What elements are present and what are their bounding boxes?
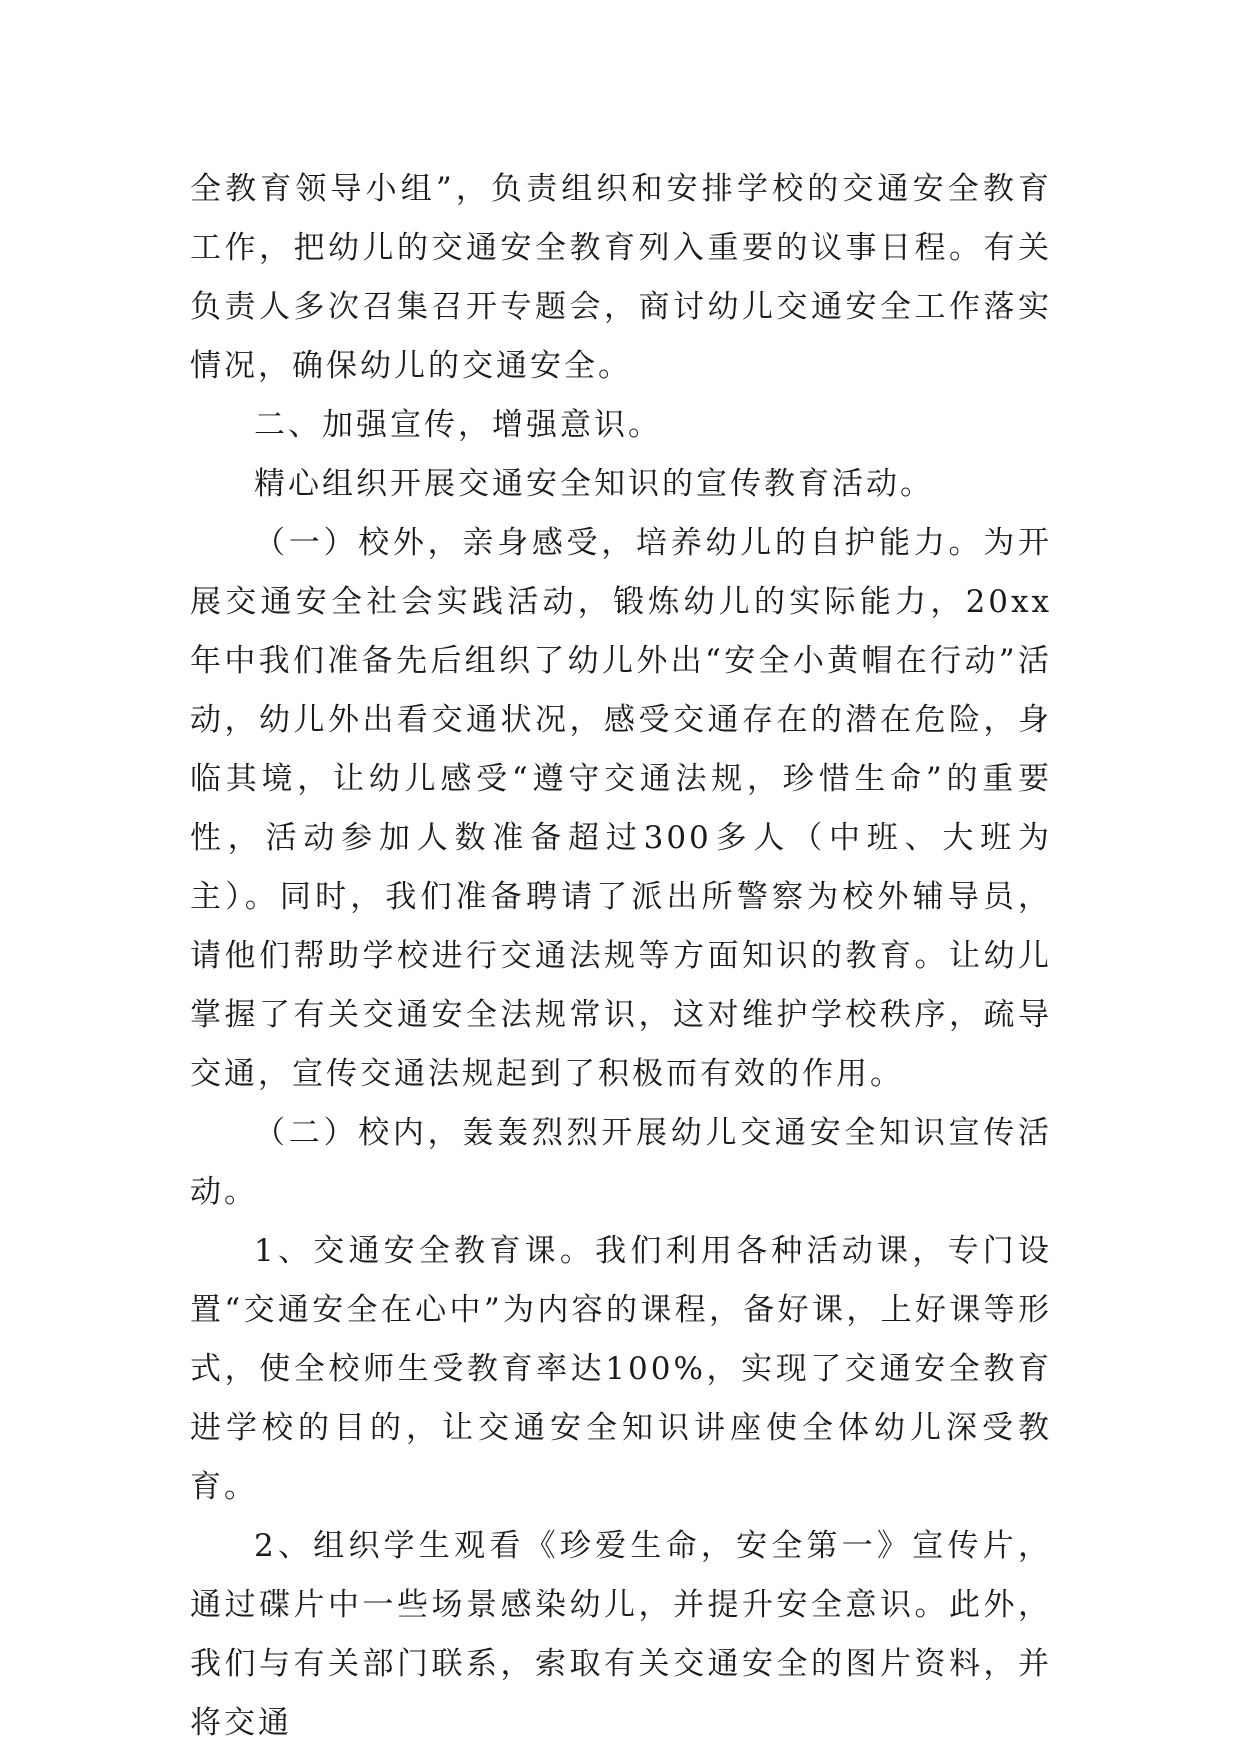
- section-heading-2: 二、加强宣传，增强意识。: [254, 407, 662, 443]
- paragraph-5: （二）校内，轰轰烈烈开展幼儿交通安全知识宣传活动。: [190, 1115, 1052, 1210]
- paragraph-1: 全教育领导小组”，负责组织和安排学校的交通安全教育工作，把幼儿的交通安全教育列入重要的议事日程。有关负责人多次召集召开专题会，商讨幼儿交通安全工作落实情况，确保幼儿的交通安全。: [190, 171, 1052, 384]
- document-body: [190, 160, 1052, 1753]
- paragraph-6: 1、交通安全教育课。我们利用各种活动课，专门设置“交通安全在心中”为内容的课程，备好课，上好课等形式，使全校师生受教育率达100%，实现了交通安全教育进学校的目的，让交通安全知识讲座使全体幼儿深受教育。: [190, 1233, 1052, 1505]
- paragraph-7: 2、组织学生观看《珍爱生命，安全第一》宣传片，通过碟片中一些场景感染幼儿，并提升安全意识。此外，我们与有关部门联系，索取有关交通安全的图片资料，并将交通: [190, 1528, 1052, 1741]
- paragraph-3: 精心组织开展交通安全知识的宣传教育活动。: [254, 466, 934, 502]
- paragraph-4: （一）校外，亲身感受，培养幼儿的自护能力。为开展交通安全社会实践活动，锻炼幼儿的实际能力，20xx年中我们准备先后组织了幼儿外出“安全小黄帽在行动”活动，幼儿外出看交通状况，感受交通存在的潜在危险，身临其境，让幼儿感受“遵守交通法规，珍惜生命”的重要性，活动参加人数准备超过300多人（中班、大班为主）。同时，我们准备聘请了派出所警察为校外辅导员，请他们帮助学校进行交通法规等方面知识的教育。让幼儿掌握了有关交通安全法规常识，这对维护学校秩序，疏导交通，宣传交通法规起到了积极而有效的作用。: [190, 525, 1052, 1092]
